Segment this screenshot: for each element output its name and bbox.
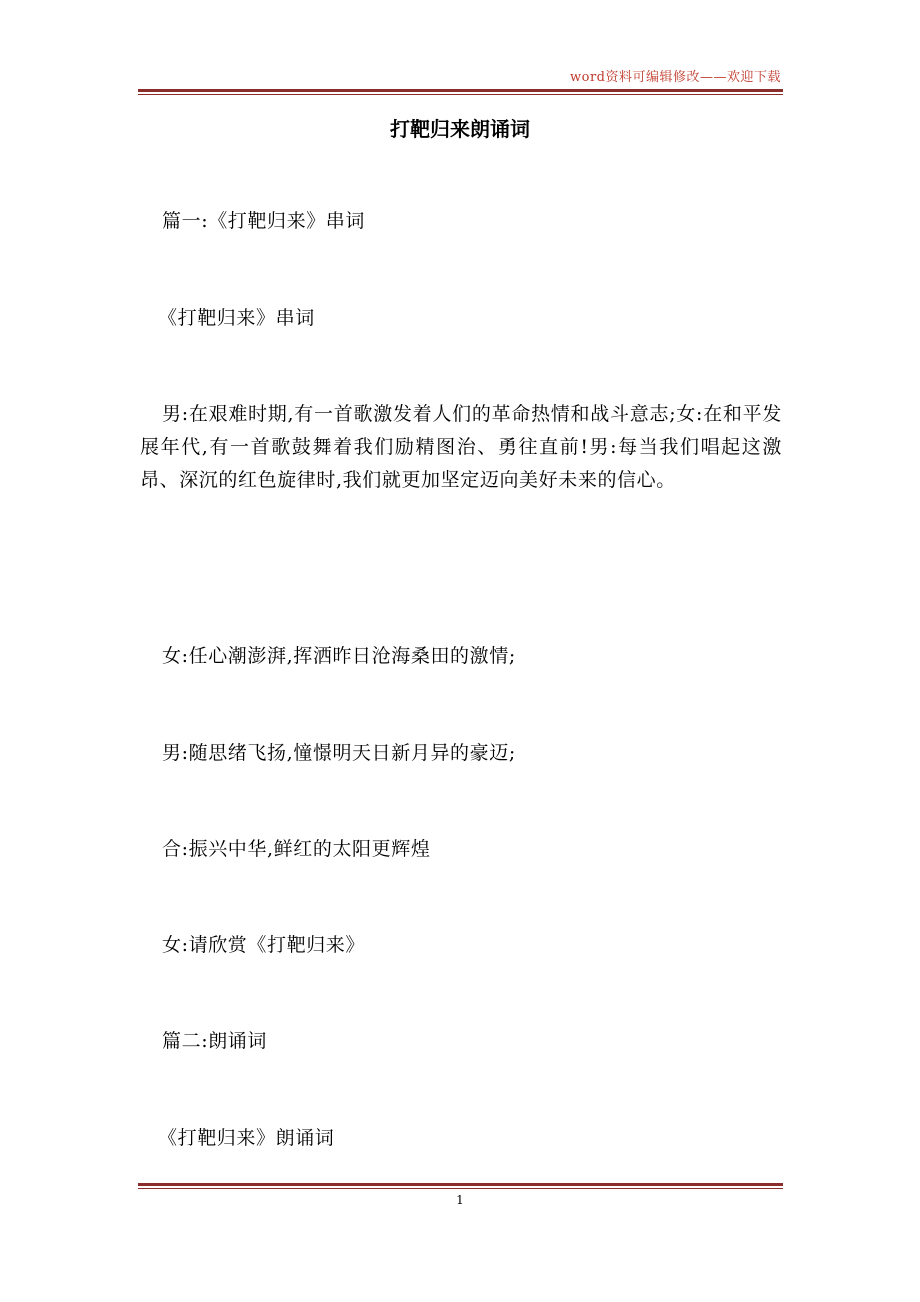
dialogue-line-together: 合:振兴中华,鲜红的太阳更辉煌 (162, 838, 431, 860)
dialogue-paragraph: 男:在艰难时期,有一首歌激发着人们的革命热情和战斗意志;女:在和平发展年代,有一首歌鼓舞着我们励精图治、勇往直前!男:每当我们唱起这激昂、深沉的红色旋律时,我们就更加坚定迈向美好未来的信心。 (140, 403, 782, 491)
dialogue-line-male-1: 男:随思绪飞扬,憧憬明天日新月异的豪迈; (162, 742, 516, 764)
section-heading-2: 篇二:朗诵词 (162, 1030, 268, 1052)
footer-rule (138, 1183, 783, 1186)
document-title: 打靶归来朗诵词 (390, 117, 530, 141)
subtitle-2: 《打靶归来》朗诵词 (158, 1127, 335, 1149)
header-note: word资料可编辑修改——欢迎下载 (570, 70, 781, 85)
page-number: 1 (456, 1193, 464, 1207)
section-heading-1: 篇一:《打靶归来》串词 (162, 210, 366, 232)
dialogue-line-female-1: 女:任心潮澎湃,挥洒昨日沧海桑田的激情; (162, 645, 516, 667)
header-rule (138, 89, 783, 92)
subtitle-1: 《打靶归来》串词 (158, 307, 315, 329)
dialogue-line-female-2: 女:请欣赏《打靶归来》 (162, 934, 366, 956)
